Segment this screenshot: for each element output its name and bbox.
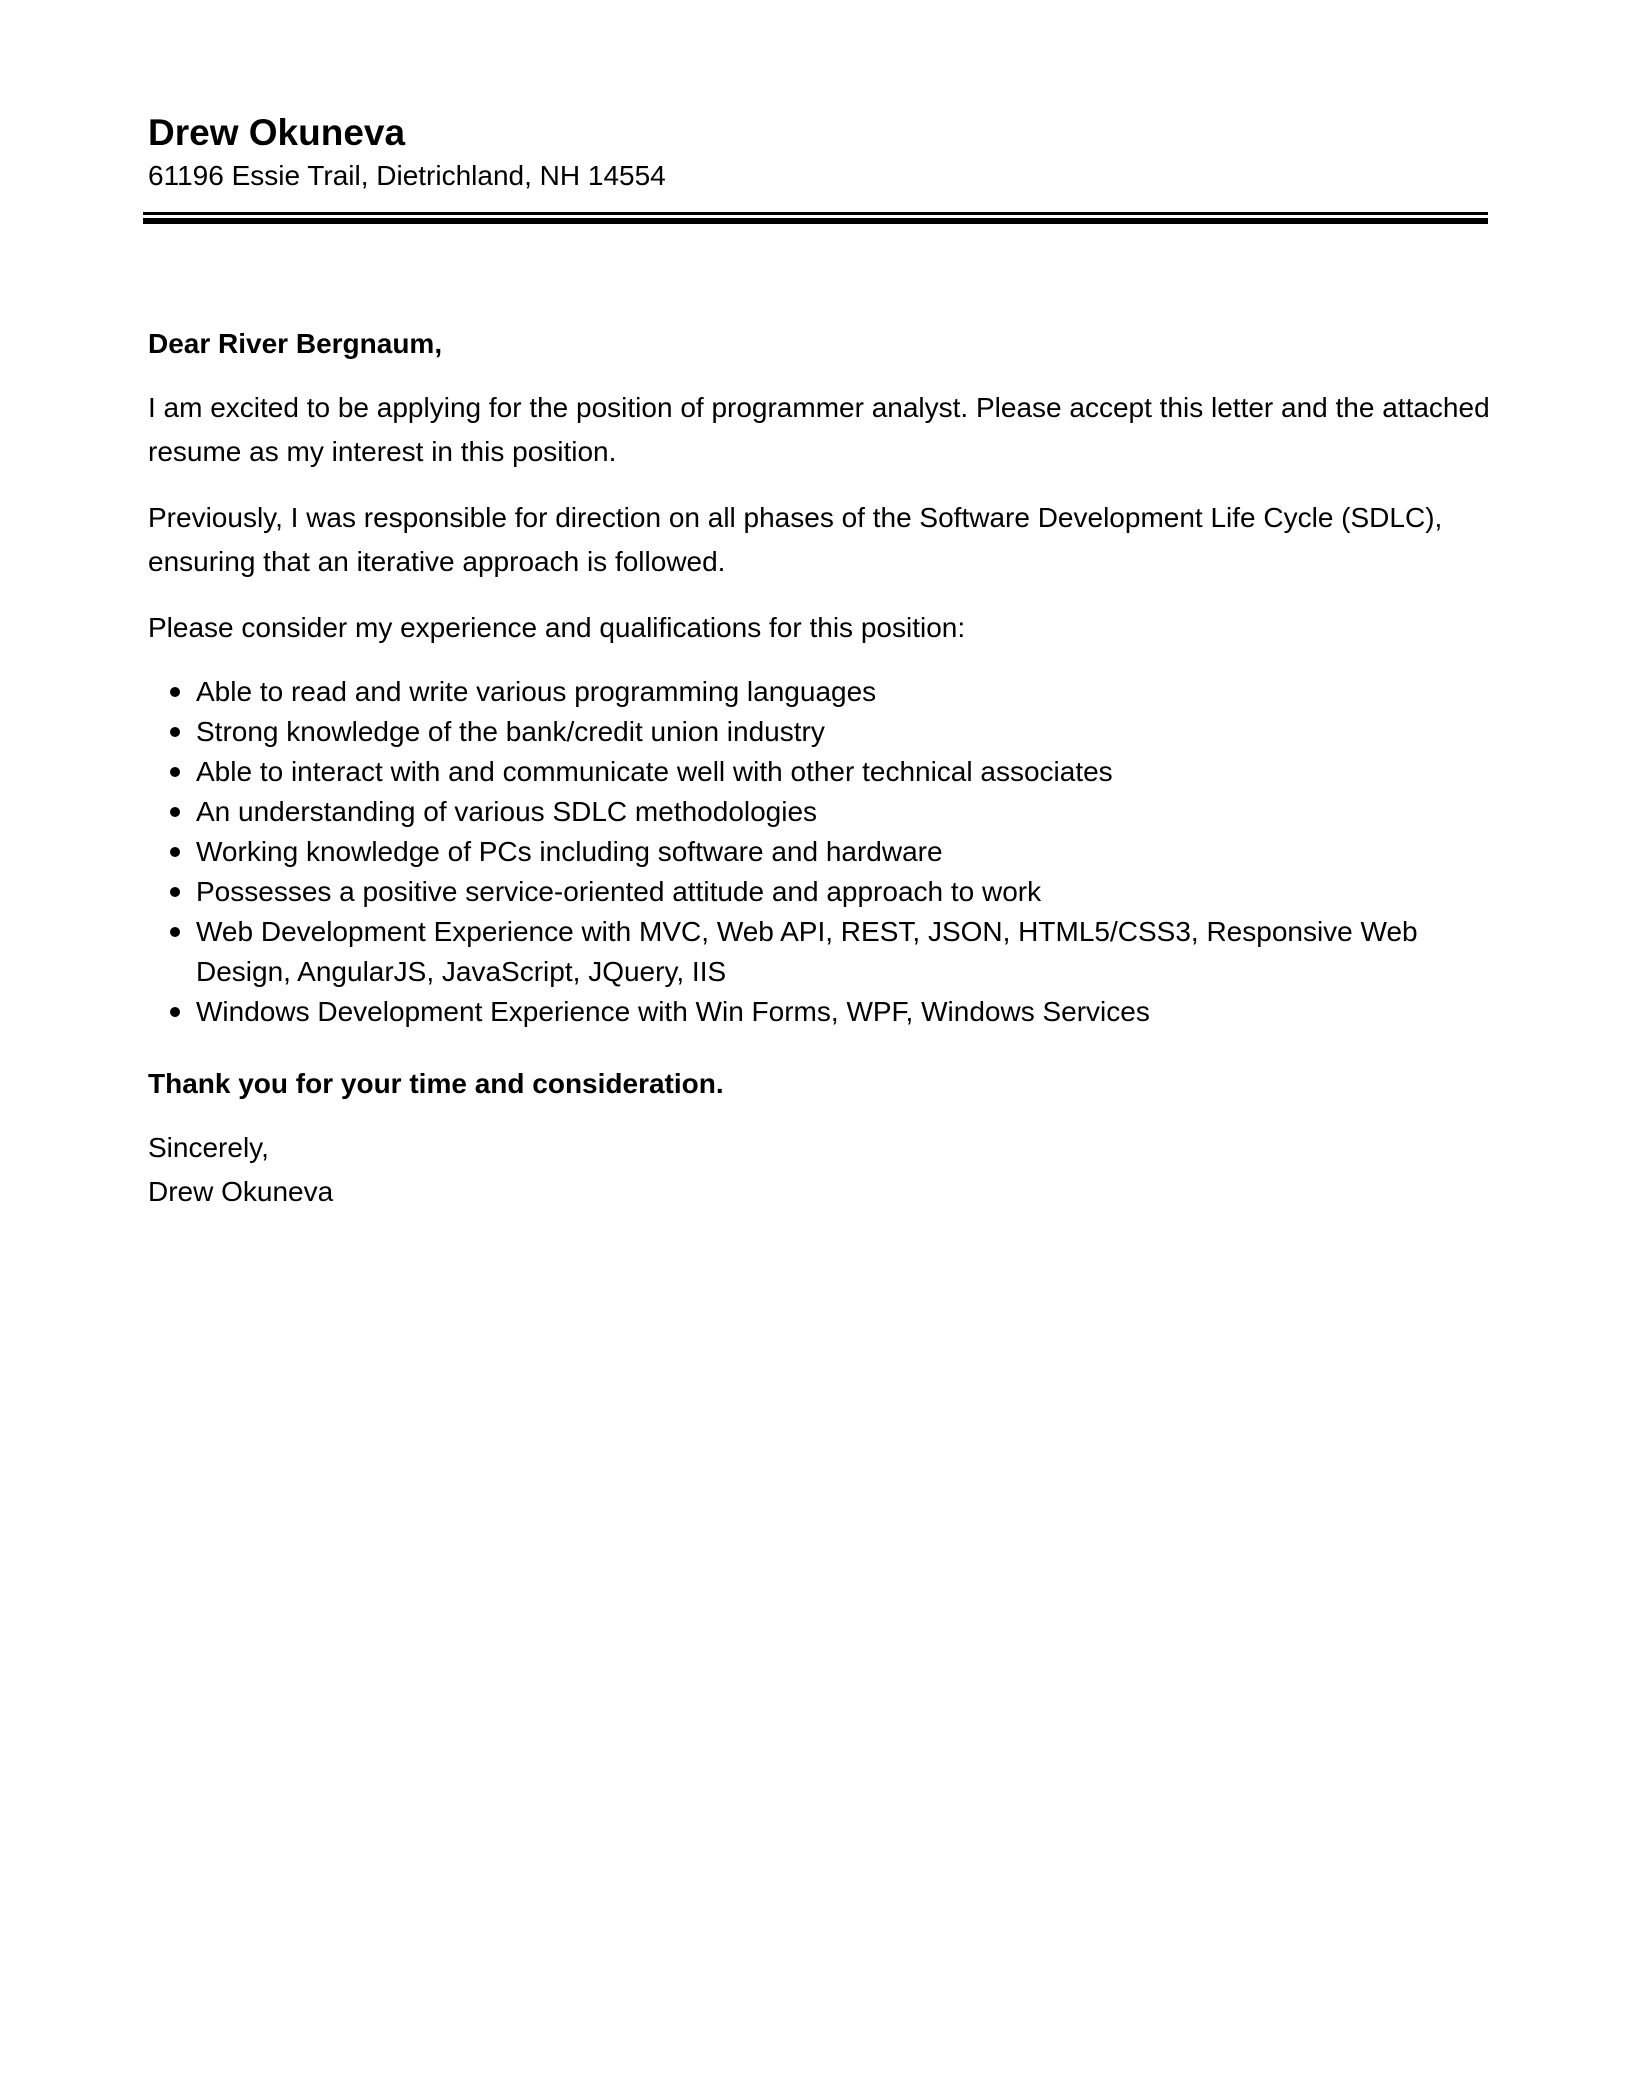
header-divider-thin-line bbox=[143, 212, 1488, 215]
letter-header bbox=[148, 110, 1488, 194]
sender-name: Drew Okuneva bbox=[148, 112, 406, 153]
bullet-icon bbox=[170, 1007, 180, 1017]
list-item bbox=[148, 672, 1498, 712]
intro-paragraph: I am excited to be applying for the position of programmer analyst. Please accept this letter and the attached resume as my interest in this position. bbox=[148, 392, 1490, 467]
list-item-text: Windows Development Experience with Win Forms, WPF, Windows Services bbox=[196, 996, 1150, 1027]
list-item-text: Able to read and write various programming languages bbox=[196, 676, 877, 707]
sender-address: 61196 Essie Trail, Dietrichland, NH 14554 bbox=[148, 160, 666, 191]
bullet-icon bbox=[170, 927, 180, 937]
qualifications-list bbox=[148, 672, 1498, 1032]
signature-name: Drew Okuneva bbox=[148, 1176, 334, 1207]
salutation: Dear River Bergnaum, bbox=[148, 328, 443, 359]
header-divider-thick-line bbox=[143, 218, 1488, 224]
list-item-text: Possesses a positive service-oriented attitude and approach to work bbox=[196, 876, 1042, 907]
list-item bbox=[148, 752, 1498, 792]
bullet-icon bbox=[170, 767, 180, 777]
list-item-text: Working knowledge of PCs including software and hardware bbox=[196, 836, 943, 867]
bullet-icon bbox=[170, 727, 180, 737]
list-item-text: Able to interact with and communicate well with other technical associates bbox=[196, 756, 1113, 787]
closing-line: Thank you for your time and consideration. bbox=[148, 1068, 724, 1099]
experience-paragraph: Previously, I was responsible for direction on all phases of the Software Development Life Cycle (SDLC), ensuring that an iterative approach is followed. bbox=[148, 502, 1443, 577]
list-item bbox=[148, 832, 1498, 872]
signoff: Sincerely, bbox=[148, 1132, 269, 1163]
list-item-text: An understanding of various SDLC methodologies bbox=[196, 796, 818, 827]
qualifications-intro-paragraph: Please consider my experience and qualifications for this position: bbox=[148, 612, 966, 643]
header-divider bbox=[143, 212, 1488, 224]
letter-body bbox=[148, 322, 1498, 1214]
list-item bbox=[148, 992, 1498, 1032]
list-item bbox=[148, 792, 1498, 832]
list-item-text: Strong knowledge of the bank/credit union industry bbox=[196, 716, 825, 747]
list-item bbox=[148, 872, 1498, 912]
list-item-text: Web Development Experience with MVC, Web API, REST, JSON, HTML5/CSS3, Responsive Web Design, AngularJS, JavaScript, JQuery, IIS bbox=[196, 916, 1418, 987]
bullet-icon bbox=[170, 687, 180, 697]
bullet-icon bbox=[170, 807, 180, 817]
bullet-icon bbox=[170, 887, 180, 897]
bullet-icon bbox=[170, 847, 180, 857]
list-item bbox=[148, 712, 1498, 752]
list-item bbox=[148, 912, 1498, 992]
